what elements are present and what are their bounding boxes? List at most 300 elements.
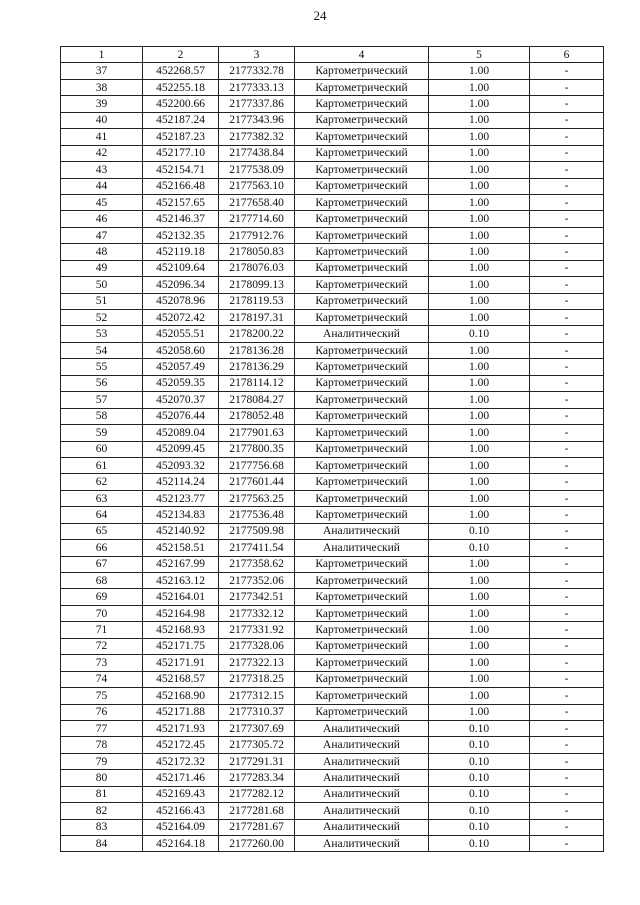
accuracy-cell: 1.00 — [429, 490, 530, 506]
method-cell: Картометрический — [295, 573, 429, 589]
x-coordinate-cell: 452166.48 — [143, 178, 219, 194]
method-cell: Картометрический — [295, 392, 429, 408]
note-cell: - — [530, 408, 604, 424]
x-coordinate-cell: 452157.65 — [143, 194, 219, 210]
y-coordinate-cell: 2177260.00 — [219, 836, 295, 852]
x-coordinate-cell: 452096.34 — [143, 277, 219, 293]
table-row — [61, 671, 604, 687]
x-coordinate-cell: 452154.71 — [143, 162, 219, 178]
point-number-cell: 49 — [61, 260, 143, 276]
accuracy-cell: 1.00 — [429, 63, 530, 79]
x-coordinate-cell: 452166.43 — [143, 803, 219, 819]
table-row — [61, 227, 604, 243]
y-coordinate-cell: 2177714.60 — [219, 211, 295, 227]
x-coordinate-cell: 452055.51 — [143, 326, 219, 342]
method-cell: Картометрический — [295, 310, 429, 326]
note-cell: - — [530, 753, 604, 769]
table-row — [61, 63, 604, 79]
y-coordinate-cell: 2178099.13 — [219, 277, 295, 293]
note-cell: - — [530, 79, 604, 95]
x-coordinate-cell: 452109.64 — [143, 260, 219, 276]
accuracy-cell: 1.00 — [429, 622, 530, 638]
point-number-cell: 44 — [61, 178, 143, 194]
y-coordinate-cell: 2177538.09 — [219, 162, 295, 178]
table-row — [61, 112, 604, 128]
point-number-cell: 81 — [61, 786, 143, 802]
y-coordinate-cell: 2177382.32 — [219, 129, 295, 145]
method-cell: Картометрический — [295, 293, 429, 309]
accuracy-cell: 1.00 — [429, 655, 530, 671]
method-cell: Картометрический — [295, 507, 429, 523]
x-coordinate-cell: 452057.49 — [143, 359, 219, 375]
accuracy-cell: 1.00 — [429, 474, 530, 490]
method-cell: Картометрический — [295, 425, 429, 441]
x-coordinate-cell: 452146.37 — [143, 211, 219, 227]
table-row — [61, 359, 604, 375]
point-number-cell: 52 — [61, 310, 143, 326]
x-coordinate-cell: 452119.18 — [143, 244, 219, 260]
method-cell: Картометрический — [295, 129, 429, 145]
accuracy-cell: 1.00 — [429, 441, 530, 457]
note-cell: - — [530, 655, 604, 671]
note-cell: - — [530, 244, 604, 260]
accuracy-cell: 1.00 — [429, 244, 530, 260]
method-cell: Аналитический — [295, 786, 429, 802]
table-row — [61, 556, 604, 572]
note-cell: - — [530, 490, 604, 506]
point-number-cell: 57 — [61, 392, 143, 408]
point-number-cell: 56 — [61, 375, 143, 391]
table-row — [61, 770, 604, 786]
y-coordinate-cell: 2177536.48 — [219, 507, 295, 523]
point-number-cell: 64 — [61, 507, 143, 523]
method-cell: Картометрический — [295, 457, 429, 473]
x-coordinate-cell: 452168.93 — [143, 622, 219, 638]
point-number-cell: 67 — [61, 556, 143, 572]
point-number-cell: 68 — [61, 573, 143, 589]
y-coordinate-cell: 2178114.12 — [219, 375, 295, 391]
x-coordinate-cell: 452171.88 — [143, 704, 219, 720]
accuracy-cell: 1.00 — [429, 194, 530, 210]
accuracy-cell: 1.00 — [429, 457, 530, 473]
y-coordinate-cell: 2177438.84 — [219, 145, 295, 161]
table-row — [61, 507, 604, 523]
method-cell: Картометрический — [295, 474, 429, 490]
point-number-cell: 48 — [61, 244, 143, 260]
table-row — [61, 490, 604, 506]
accuracy-cell: 0.10 — [429, 836, 530, 852]
table-row — [61, 178, 604, 194]
x-coordinate-cell: 452172.32 — [143, 753, 219, 769]
point-number-cell: 58 — [61, 408, 143, 424]
accuracy-cell: 0.10 — [429, 786, 530, 802]
method-cell: Картометрический — [295, 605, 429, 621]
table-row — [61, 638, 604, 654]
point-number-cell: 83 — [61, 819, 143, 835]
page-number: 24 — [313, 8, 327, 23]
method-cell: Картометрический — [295, 589, 429, 605]
table-row — [61, 375, 604, 391]
point-number-cell: 40 — [61, 112, 143, 128]
method-cell: Картометрический — [295, 556, 429, 572]
x-coordinate-cell: 452078.96 — [143, 293, 219, 309]
y-coordinate-cell: 2177358.62 — [219, 556, 295, 572]
y-coordinate-cell: 2177310.37 — [219, 704, 295, 720]
table-body — [61, 63, 604, 852]
method-cell: Картометрический — [295, 704, 429, 720]
x-coordinate-cell: 452089.04 — [143, 425, 219, 441]
accuracy-cell: 1.00 — [429, 375, 530, 391]
x-coordinate-cell: 452093.32 — [143, 457, 219, 473]
accuracy-cell: 1.00 — [429, 129, 530, 145]
method-cell: Картометрический — [295, 112, 429, 128]
accuracy-cell: 0.10 — [429, 770, 530, 786]
note-cell: - — [530, 194, 604, 210]
y-coordinate-cell: 2178136.29 — [219, 359, 295, 375]
table-row — [61, 162, 604, 178]
method-cell: Аналитический — [295, 523, 429, 539]
x-coordinate-cell: 452163.12 — [143, 573, 219, 589]
point-number-cell: 72 — [61, 638, 143, 654]
method-cell: Картометрический — [295, 655, 429, 671]
point-number-cell: 53 — [61, 326, 143, 342]
note-cell: - — [530, 178, 604, 194]
table-row — [61, 392, 604, 408]
x-coordinate-cell: 452168.57 — [143, 671, 219, 687]
point-number-cell: 76 — [61, 704, 143, 720]
y-coordinate-cell: 2177281.67 — [219, 819, 295, 835]
accuracy-cell: 1.00 — [429, 178, 530, 194]
y-coordinate-cell: 2177328.06 — [219, 638, 295, 654]
method-cell: Картометрический — [295, 96, 429, 112]
y-coordinate-cell: 2178050.83 — [219, 244, 295, 260]
point-number-cell: 77 — [61, 720, 143, 736]
point-number-cell: 50 — [61, 277, 143, 293]
note-cell: - — [530, 112, 604, 128]
note-cell: - — [530, 227, 604, 243]
y-coordinate-cell: 2177563.25 — [219, 490, 295, 506]
x-coordinate-cell: 452200.66 — [143, 96, 219, 112]
table-row — [61, 540, 604, 556]
y-coordinate-cell: 2177901.63 — [219, 425, 295, 441]
point-number-cell: 80 — [61, 770, 143, 786]
accuracy-cell: 1.00 — [429, 310, 530, 326]
x-coordinate-cell: 452070.37 — [143, 392, 219, 408]
method-cell: Картометрический — [295, 145, 429, 161]
x-coordinate-cell: 452099.45 — [143, 441, 219, 457]
y-coordinate-cell: 2178052.48 — [219, 408, 295, 424]
table-row — [61, 589, 604, 605]
x-coordinate-cell: 452187.23 — [143, 129, 219, 145]
y-coordinate-cell: 2177281.68 — [219, 803, 295, 819]
y-coordinate-cell: 2177343.96 — [219, 112, 295, 128]
note-cell: - — [530, 375, 604, 391]
accuracy-cell: 1.00 — [429, 342, 530, 358]
table-row — [61, 655, 604, 671]
y-coordinate-cell: 2177337.86 — [219, 96, 295, 112]
x-coordinate-cell: 452187.24 — [143, 112, 219, 128]
method-cell: Картометрический — [295, 63, 429, 79]
x-coordinate-cell: 452132.35 — [143, 227, 219, 243]
note-cell: - — [530, 819, 604, 835]
accuracy-cell: 0.10 — [429, 523, 530, 539]
accuracy-cell: 1.00 — [429, 112, 530, 128]
method-cell: Аналитический — [295, 720, 429, 736]
column-header: 5 — [429, 47, 530, 63]
table-row — [61, 277, 604, 293]
accuracy-cell: 1.00 — [429, 688, 530, 704]
point-number-cell: 47 — [61, 227, 143, 243]
point-number-cell: 62 — [61, 474, 143, 490]
y-coordinate-cell: 2177332.12 — [219, 605, 295, 621]
y-coordinate-cell: 2177322.13 — [219, 655, 295, 671]
table-row — [61, 260, 604, 276]
x-coordinate-cell: 452171.93 — [143, 720, 219, 736]
method-cell: Картометрический — [295, 622, 429, 638]
x-coordinate-cell: 452177.10 — [143, 145, 219, 161]
x-coordinate-cell: 452171.75 — [143, 638, 219, 654]
table-row — [61, 720, 604, 736]
accuracy-cell: 0.10 — [429, 803, 530, 819]
accuracy-cell: 0.10 — [429, 737, 530, 753]
method-cell: Картометрический — [295, 79, 429, 95]
method-cell: Картометрический — [295, 359, 429, 375]
point-number-cell: 82 — [61, 803, 143, 819]
table-row — [61, 129, 604, 145]
table-row — [61, 293, 604, 309]
accuracy-cell: 1.00 — [429, 392, 530, 408]
method-cell: Картометрический — [295, 260, 429, 276]
column-header: 3 — [219, 47, 295, 63]
method-cell: Картометрический — [295, 244, 429, 260]
accuracy-cell: 1.00 — [429, 79, 530, 95]
note-cell: - — [530, 342, 604, 358]
table-row — [61, 803, 604, 819]
y-coordinate-cell: 2177601.44 — [219, 474, 295, 490]
y-coordinate-cell: 2178136.28 — [219, 342, 295, 358]
method-cell: Аналитический — [295, 753, 429, 769]
note-cell: - — [530, 688, 604, 704]
x-coordinate-cell: 452134.83 — [143, 507, 219, 523]
note-cell: - — [530, 523, 604, 539]
accuracy-cell: 0.10 — [429, 720, 530, 736]
accuracy-cell: 0.10 — [429, 326, 530, 342]
table-row — [61, 326, 604, 342]
note-cell: - — [530, 836, 604, 852]
table-row — [61, 96, 604, 112]
accuracy-cell: 1.00 — [429, 227, 530, 243]
note-cell: - — [530, 457, 604, 473]
y-coordinate-cell: 2177283.34 — [219, 770, 295, 786]
table-row — [61, 457, 604, 473]
accuracy-cell: 1.00 — [429, 211, 530, 227]
x-coordinate-cell: 452164.01 — [143, 589, 219, 605]
y-coordinate-cell: 2178076.03 — [219, 260, 295, 276]
accuracy-cell: 1.00 — [429, 293, 530, 309]
note-cell: - — [530, 671, 604, 687]
accuracy-cell: 1.00 — [429, 145, 530, 161]
note-cell: - — [530, 162, 604, 178]
method-cell: Картометрический — [295, 638, 429, 654]
table-row — [61, 79, 604, 95]
y-coordinate-cell: 2177912.76 — [219, 227, 295, 243]
point-number-cell: 45 — [61, 194, 143, 210]
method-cell: Картометрический — [295, 490, 429, 506]
note-cell: - — [530, 605, 604, 621]
method-cell: Картометрический — [295, 211, 429, 227]
x-coordinate-cell: 452168.90 — [143, 688, 219, 704]
x-coordinate-cell: 452072.42 — [143, 310, 219, 326]
point-number-cell: 71 — [61, 622, 143, 638]
method-cell: Аналитический — [295, 819, 429, 835]
x-coordinate-cell: 452058.60 — [143, 342, 219, 358]
point-number-cell: 61 — [61, 457, 143, 473]
accuracy-cell: 1.00 — [429, 425, 530, 441]
table-row — [61, 425, 604, 441]
method-cell: Картометрический — [295, 162, 429, 178]
x-coordinate-cell: 452171.46 — [143, 770, 219, 786]
note-cell: - — [530, 704, 604, 720]
table-row — [61, 310, 604, 326]
x-coordinate-cell: 452268.57 — [143, 63, 219, 79]
method-cell: Картометрический — [295, 375, 429, 391]
note-cell: - — [530, 96, 604, 112]
column-header: 1 — [61, 47, 143, 63]
y-coordinate-cell: 2177658.40 — [219, 194, 295, 210]
point-number-cell: 70 — [61, 605, 143, 621]
method-cell: Картометрический — [295, 441, 429, 457]
note-cell: - — [530, 622, 604, 638]
y-coordinate-cell: 2177318.25 — [219, 671, 295, 687]
y-coordinate-cell: 2177312.15 — [219, 688, 295, 704]
x-coordinate-cell: 452164.09 — [143, 819, 219, 835]
y-coordinate-cell: 2177800.35 — [219, 441, 295, 457]
note-cell: - — [530, 260, 604, 276]
note-cell: - — [530, 293, 604, 309]
note-cell: - — [530, 425, 604, 441]
accuracy-cell: 1.00 — [429, 573, 530, 589]
table-row — [61, 622, 604, 638]
table-row — [61, 605, 604, 621]
accuracy-cell: 1.00 — [429, 277, 530, 293]
point-number-cell: 73 — [61, 655, 143, 671]
x-coordinate-cell: 452164.18 — [143, 836, 219, 852]
point-number-cell: 60 — [61, 441, 143, 457]
accuracy-cell: 1.00 — [429, 605, 530, 621]
note-cell: - — [530, 392, 604, 408]
y-coordinate-cell: 2178200.22 — [219, 326, 295, 342]
note-cell: - — [530, 589, 604, 605]
note-cell: - — [530, 638, 604, 654]
note-cell: - — [530, 145, 604, 161]
x-coordinate-cell: 452167.99 — [143, 556, 219, 572]
y-coordinate-cell: 2177305.72 — [219, 737, 295, 753]
point-number-cell: 66 — [61, 540, 143, 556]
y-coordinate-cell: 2177282.12 — [219, 786, 295, 802]
note-cell: - — [530, 556, 604, 572]
method-cell: Аналитический — [295, 770, 429, 786]
method-cell: Картометрический — [295, 194, 429, 210]
note-cell: - — [530, 277, 604, 293]
point-number-cell: 42 — [61, 145, 143, 161]
table-row — [61, 786, 604, 802]
note-cell: - — [530, 770, 604, 786]
x-coordinate-cell: 452169.43 — [143, 786, 219, 802]
x-coordinate-cell: 452140.92 — [143, 523, 219, 539]
y-coordinate-cell: 2177411.54 — [219, 540, 295, 556]
point-number-cell: 39 — [61, 96, 143, 112]
x-coordinate-cell: 452158.51 — [143, 540, 219, 556]
note-cell: - — [530, 803, 604, 819]
x-coordinate-cell: 452076.44 — [143, 408, 219, 424]
accuracy-cell: 1.00 — [429, 671, 530, 687]
accuracy-cell: 1.00 — [429, 507, 530, 523]
method-cell: Аналитический — [295, 803, 429, 819]
method-cell: Картометрический — [295, 227, 429, 243]
note-cell: - — [530, 474, 604, 490]
x-coordinate-cell: 452059.35 — [143, 375, 219, 391]
x-coordinate-cell: 452255.18 — [143, 79, 219, 95]
point-number-cell: 78 — [61, 737, 143, 753]
x-coordinate-cell: 452164.98 — [143, 605, 219, 621]
table-row — [61, 211, 604, 227]
y-coordinate-cell: 2178197.31 — [219, 310, 295, 326]
note-cell: - — [530, 720, 604, 736]
table-row — [61, 688, 604, 704]
table-row — [61, 194, 604, 210]
method-cell: Аналитический — [295, 836, 429, 852]
table-header-row — [61, 47, 604, 63]
method-cell: Аналитический — [295, 326, 429, 342]
note-cell: - — [530, 63, 604, 79]
method-cell: Аналитический — [295, 737, 429, 753]
table-row — [61, 408, 604, 424]
note-cell: - — [530, 310, 604, 326]
table-row — [61, 573, 604, 589]
point-number-cell: 59 — [61, 425, 143, 441]
method-cell: Картометрический — [295, 277, 429, 293]
method-cell: Картометрический — [295, 688, 429, 704]
note-cell: - — [530, 507, 604, 523]
point-number-cell: 79 — [61, 753, 143, 769]
accuracy-cell: 0.10 — [429, 753, 530, 769]
y-coordinate-cell: 2178119.53 — [219, 293, 295, 309]
method-cell: Картометрический — [295, 671, 429, 687]
table-row — [61, 523, 604, 539]
point-number-cell: 41 — [61, 129, 143, 145]
accuracy-cell: 1.00 — [429, 638, 530, 654]
x-coordinate-cell: 452172.45 — [143, 737, 219, 753]
note-cell: - — [530, 786, 604, 802]
y-coordinate-cell: 2177333.13 — [219, 79, 295, 95]
accuracy-cell: 1.00 — [429, 359, 530, 375]
y-coordinate-cell: 2177307.69 — [219, 720, 295, 736]
method-cell: Картометрический — [295, 178, 429, 194]
note-cell: - — [530, 540, 604, 556]
note-cell: - — [530, 326, 604, 342]
point-number-cell: 75 — [61, 688, 143, 704]
y-coordinate-cell: 2177756.68 — [219, 457, 295, 473]
y-coordinate-cell: 2177291.31 — [219, 753, 295, 769]
point-number-cell: 65 — [61, 523, 143, 539]
x-coordinate-cell: 452171.91 — [143, 655, 219, 671]
note-cell: - — [530, 129, 604, 145]
accuracy-cell: 1.00 — [429, 589, 530, 605]
y-coordinate-cell: 2178084.27 — [219, 392, 295, 408]
x-coordinate-cell: 452123.77 — [143, 490, 219, 506]
y-coordinate-cell: 2177332.78 — [219, 63, 295, 79]
y-coordinate-cell: 2177331.92 — [219, 622, 295, 638]
